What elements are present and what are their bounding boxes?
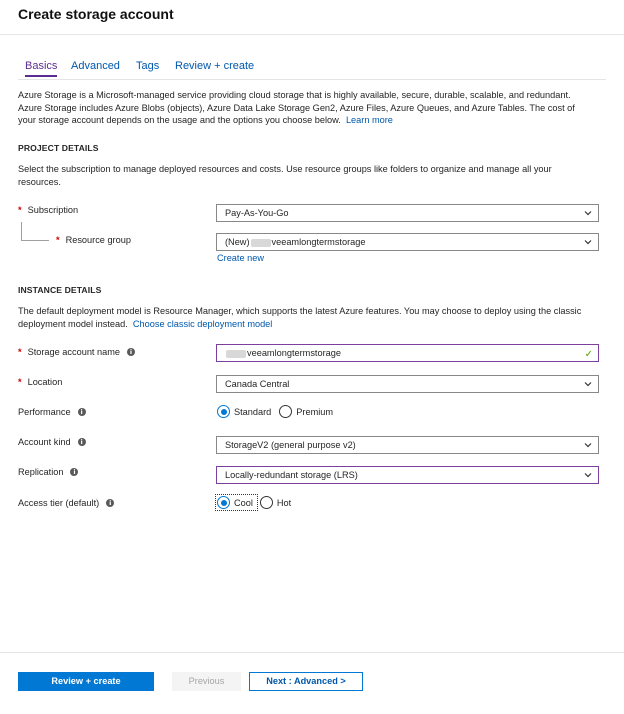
info-icon[interactable]: i <box>70 468 78 476</box>
tab-advanced[interactable]: Advanced <box>71 60 120 72</box>
location-value: Canada Central <box>225 379 290 389</box>
intro-line-2: Azure Storage includes Azure Blobs (objects), Azure Data Lake Storage Gen2, Azure Files, Azure Queues, and Azure Tables. The cost of <box>18 102 575 113</box>
radio-unselected-icon <box>260 496 273 509</box>
tree-connector <box>21 222 22 240</box>
chevron-down-icon <box>584 209 592 217</box>
chevron-down-icon <box>584 471 592 479</box>
access-tier-cool-radio[interactable] <box>217 496 256 509</box>
performance-standard-label: Standard <box>234 406 272 417</box>
performance-premium-radio[interactable] <box>279 405 333 418</box>
resource-group-dropdown[interactable] <box>216 233 599 251</box>
resource-group-value: veeamlongtermstorage <box>271 237 366 247</box>
tab-basics[interactable]: Basics <box>25 60 57 77</box>
access-tier-hot-label: Hot <box>276 497 292 508</box>
access-tier-cool-label: Cool <box>234 497 253 508</box>
instance-desc-line-1: The default deployment model is Resource Manager, which supports the latest Azure features. You may choose to deploy using the classic <box>18 306 582 316</box>
access-tier-label-text: Access tier (default) <box>18 498 100 508</box>
subscription-dropdown[interactable] <box>216 204 599 222</box>
intro-line-1: Azure Storage is a Microsoft-managed service providing cloud storage that is highly available, secure, durable, scalable, and redundant. <box>18 90 571 100</box>
storage-account-name-value: veeamlongtermstorage <box>247 348 341 358</box>
instance-details-description <box>18 305 608 330</box>
storage-account-name-label <box>18 347 135 357</box>
replication-label <box>18 467 78 477</box>
page-title: Create storage account <box>18 6 174 22</box>
info-icon[interactable]: i <box>78 438 86 446</box>
tab-review-create[interactable]: Review + create <box>175 60 255 72</box>
review-create-button[interactable]: Review + create <box>18 672 154 691</box>
performance-premium-label: Premium <box>296 406 334 417</box>
performance-standard-radio[interactable] <box>217 405 271 418</box>
project-desc-line-2: resources. <box>18 176 61 187</box>
replication-dropdown[interactable] <box>216 466 599 484</box>
access-tier-hot-radio[interactable] <box>260 496 291 509</box>
checkmark-icon: ✓ <box>584 349 593 360</box>
classic-deployment-link[interactable]: Choose classic deployment model <box>132 318 273 329</box>
replication-value: Locally-redundant storage (LRS) <box>225 470 358 480</box>
intro-text <box>18 89 608 127</box>
next-advanced-button[interactable]: Next : Advanced > <box>249 672 363 691</box>
replication-label-text: Replication <box>18 467 64 477</box>
location-label-text: Location <box>27 377 63 387</box>
account-kind-value: StorageV2 (general purpose v2) <box>225 440 356 450</box>
subscription-label-text: Subscription <box>27 205 79 215</box>
access-tier-radio-group <box>217 496 291 509</box>
info-icon[interactable]: i <box>127 348 135 356</box>
required-asterisk: * <box>18 205 22 215</box>
resource-group-prefix: (New) <box>225 237 250 247</box>
chevron-down-icon <box>584 441 592 449</box>
create-new-link[interactable]: Create new <box>217 253 264 263</box>
required-asterisk: * <box>18 347 22 357</box>
resource-group-label <box>56 235 131 245</box>
radio-selected-icon <box>217 405 230 418</box>
subscription-label <box>18 205 78 215</box>
location-dropdown[interactable] <box>216 375 599 393</box>
required-asterisk: * <box>18 377 22 387</box>
account-kind-label-text: Account kind <box>18 437 71 447</box>
access-tier-label <box>18 498 114 508</box>
performance-label <box>18 407 86 417</box>
required-asterisk: * <box>56 235 60 245</box>
intro-line-3-text: your storage account depends on the usage and the options you choose below. <box>18 115 341 125</box>
tab-bar-divider <box>18 79 606 80</box>
instance-details-heading: INSTANCE DETAILS <box>18 285 102 295</box>
learn-more-link[interactable]: Learn more <box>345 115 393 125</box>
project-details-description <box>18 163 608 188</box>
header-divider <box>0 34 624 35</box>
project-details-heading: PROJECT DETAILS <box>18 143 99 153</box>
radio-selected-icon <box>217 496 230 509</box>
redacted-text <box>226 350 246 358</box>
project-desc-line-1: Select the subscription to manage deployed resources and costs. Use resource groups like folders to organize and manage all your <box>18 164 552 174</box>
intro-line-3 <box>18 114 608 127</box>
chevron-down-icon <box>584 380 592 388</box>
footer-divider <box>0 652 624 653</box>
performance-label-text: Performance <box>18 407 71 417</box>
account-kind-label <box>18 437 86 447</box>
info-icon[interactable]: i <box>78 408 86 416</box>
subscription-value: Pay-As-You-Go <box>225 208 289 218</box>
location-label <box>18 377 62 387</box>
info-icon[interactable]: i <box>106 499 114 507</box>
redacted-text <box>251 239 271 247</box>
tab-tags[interactable]: Tags <box>136 60 160 72</box>
storage-account-name-label-text: Storage account name <box>27 347 121 357</box>
chevron-down-icon <box>584 238 592 246</box>
previous-button[interactable]: Previous <box>172 672 241 691</box>
resource-group-label-text: Resource group <box>65 235 131 245</box>
performance-radio-group <box>217 405 333 418</box>
tree-connector-horizontal <box>21 240 49 241</box>
radio-unselected-icon <box>279 405 292 418</box>
instance-desc-line-2 <box>18 318 608 331</box>
instance-desc-line-2-text: deployment model instead. <box>18 318 128 329</box>
storage-account-name-input[interactable] <box>216 344 599 362</box>
account-kind-dropdown[interactable] <box>216 436 599 454</box>
